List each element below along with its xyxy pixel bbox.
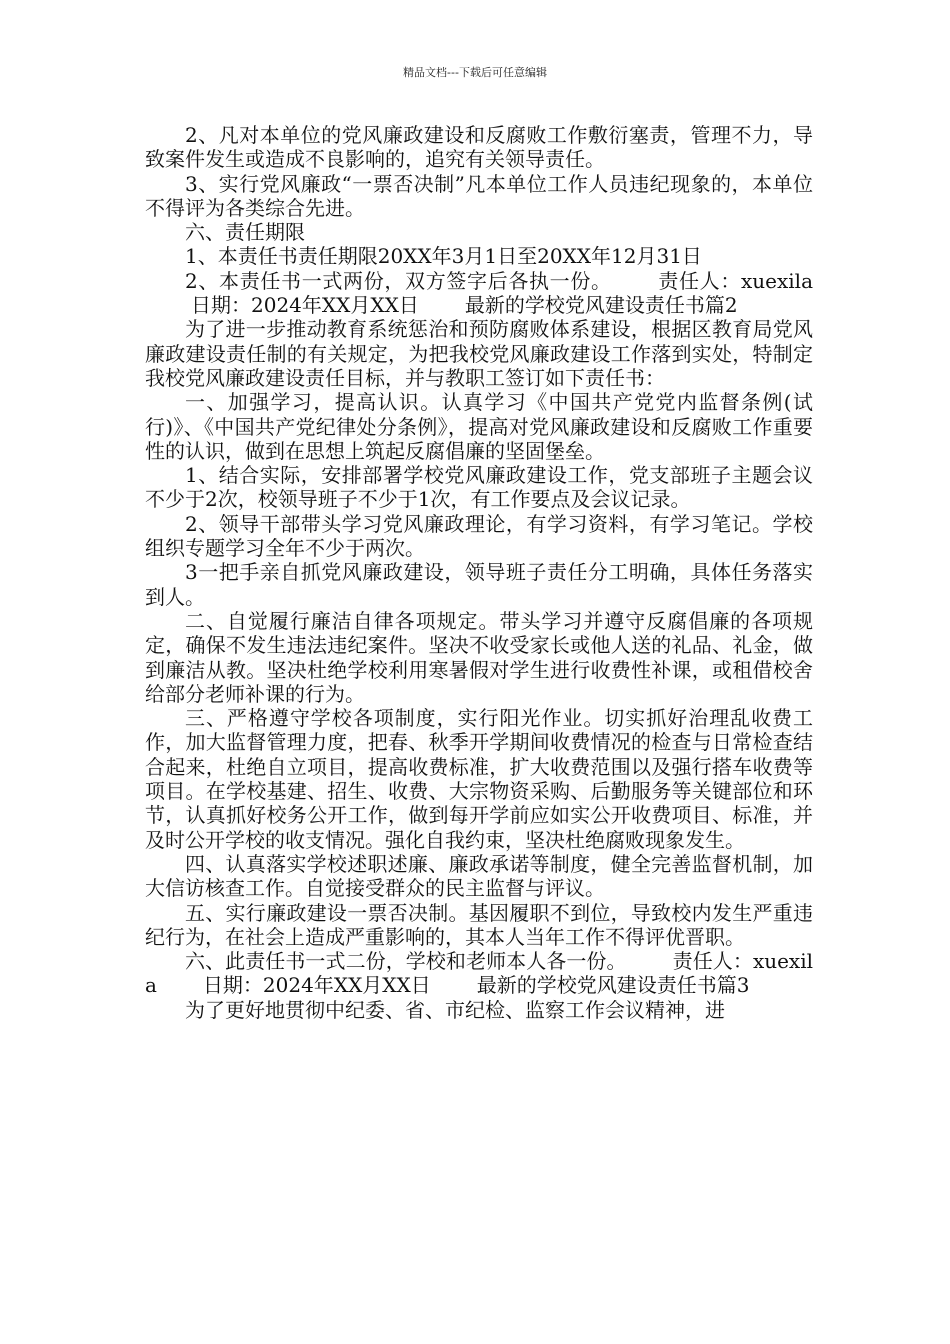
paragraph: 1、本责任书责任期限20XX年3月1日至20XX年12月31日 [185,244,702,269]
sign-date: 日期：2024年XX月XX日 [202,973,431,998]
sign-date: 日期：2024年XX月XX日 [191,293,419,318]
paragraph: 2、凡对本单位的党风廉政建设和反腐败工作敷衍塞责，管理不力，导致案件发生或造成不良影响的，追究有关领导责任。 [145,123,813,172]
next-section-title: 最新的学校党风建设责任书篇2 [464,293,738,318]
paragraph: 五、实行廉政建设一票否决制。基因履职不到位，导致校内发生严重违纪行为，在社会上造成严重影响的，其本人当年工作不得评优晋职。 [145,900,813,949]
copies-text: 六、此责任书一式二份，学校和老师本人各一份。 [185,949,627,974]
paragraph: 3一把手亲自抓党风廉政建设，领导班子责任分工明确，具体任务落实到人。 [145,560,813,609]
next-section-title: 最新的学校党风建设责任书篇3 [476,973,750,998]
responsible-label: 责任人： [657,268,741,293]
responsible-name: xuexila [741,268,813,293]
responsible-name: xuexila [145,949,814,998]
document-body [145,123,813,1022]
paragraph: 为了进一步推动教育系统惩治和预防腐败体系建设，根据区教育局党风廉政建设责任制的有关规定，为把我校党风廉政建设工作落到实处，特制定我校党风廉政建设责任目标，并与教职工签订如下责任书： [145,317,813,390]
paragraph: 2、领导干部带头学习党风廉政理论，有学习资料，有学习笔记。学校组织专题学习全年不少于两次。 [145,511,813,561]
signature-block [145,269,813,318]
paragraph: 三、严格遵守学校各项制度，实行阳光作业。切实抓好治理乱收费工作，加大监督管理力度，把春、秋季开学期间收费情况的检查与日常检查结合起来，杜绝自立项目，提高收费标准，扩大收费范围以及强行搭车收费等项目。在学校基建、招生、收费、大宗物资采购、后勤服务等关键部位和环节，认真抓好校务公开工作，做到每开学前应如实公开收费项目、标准，并及时公开学校的收支情况。强化自我约束，坚决杜绝腐败现象发生。 [145,706,813,852]
copies-text: 2、本责任书一式两份，双方签字后各执一份。 [185,268,612,293]
responsible-label: 责任人： [672,949,753,974]
paragraph: 3、实行党风廉政“一票否决制”凡本单位工作人员违纪现象的，本单位不得评为各类综合先进。 [145,171,813,220]
paragraph: 四、认真落实学校述职述廉、廉政承诺等制度，健全完善监督机制，加大信访核查工作。自觉接受群众的民主监督与评议。 [145,851,813,901]
paragraph: 一、加强学习，提高认识。认真学习《中国共产党党内监督条例(试行)》、《中国共产党纪律处分条例》，提高对党风廉政建设和反腐败工作重要性的认识，做到在思想上筑起反腐倡廉的坚固堡垒。 [145,390,813,463]
paragraph: 为了更好地贯彻中纪委、省、市纪检、监察工作会议精神，进 [185,997,725,1022]
paragraph: 1、结合实际，安排部署学校党风廉政建设工作，党支部班子主题会议不少于2次，校领导班子不少于1次，有工作要点及会议记录。 [145,463,813,512]
page-header: 精品文档---下载后可任意编辑 [403,66,547,79]
section-heading: 六、责任期限 [185,220,305,245]
signature-block [145,949,813,998]
paragraph: 二、自觉履行廉洁自律各项规定。带头学习并遵守反腐倡廉的各项规定，确保不发生违法违纪案件。坚决不收受家长或他人送的礼品、礼金，做到廉洁从教。坚决杜绝学校利用寒暑假对学生进行收费性补课，或租借校舍给部分老师补课的行为。 [145,608,813,706]
